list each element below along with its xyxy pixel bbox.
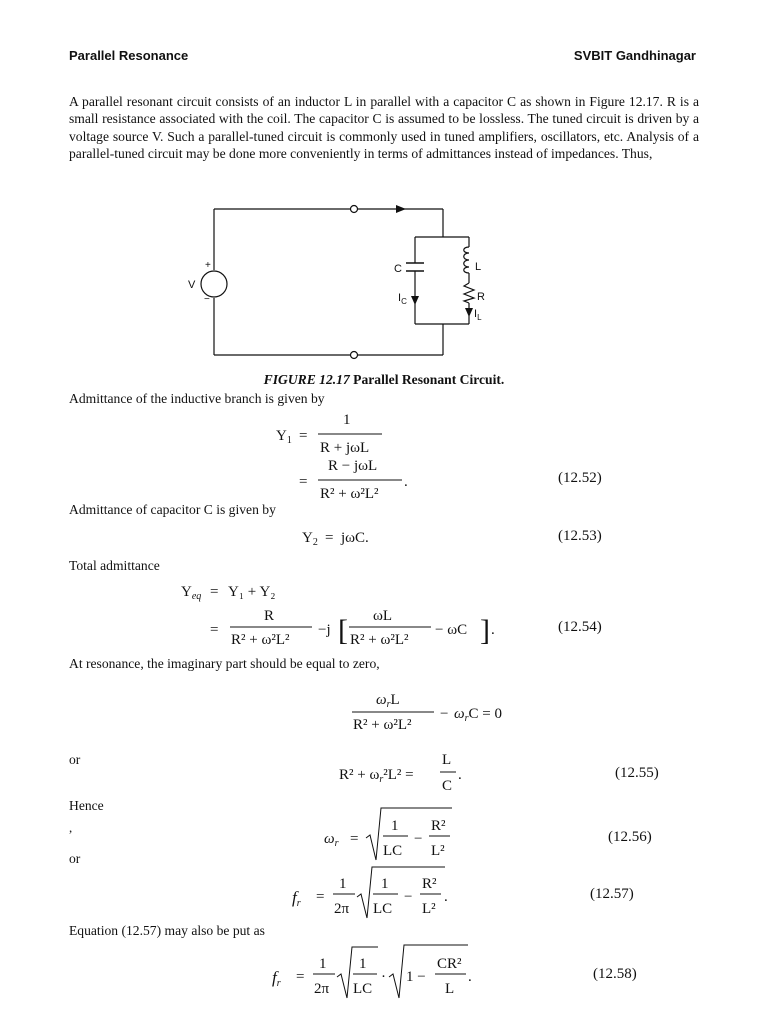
svg-text:[: [ <box>338 614 348 647</box>
equation-12-55 <box>339 752 462 794</box>
svg-text:R²: R² <box>422 876 437 892</box>
svg-text:−: − <box>404 889 413 905</box>
eq-number-12-53: (12.53) <box>558 528 602 544</box>
svg-text:L: L <box>445 981 455 997</box>
svg-text:R² + ω²L²: R² + ω²L² <box>320 486 379 502</box>
svg-text:.: . <box>491 622 495 638</box>
source-minus: − <box>204 294 210 305</box>
svg-text:=: = <box>325 530 334 546</box>
source-label: V <box>188 279 196 291</box>
header-left: Parallel Resonance <box>69 48 189 63</box>
equation-12-54 <box>181 584 495 648</box>
eq-number-12-57: (12.57) <box>590 886 634 902</box>
svg-text:=: = <box>296 969 305 985</box>
svg-text:]: ] <box>480 614 490 647</box>
svg-text:C: C <box>442 778 453 794</box>
header-right: SVBIT Gandhinagar <box>573 48 696 63</box>
text-resonance: At resonance, the imaginary part should be equal to zero, <box>69 656 380 671</box>
ic-label: $I_C$ <box>398 292 407 306</box>
svg-text:1: 1 <box>319 956 327 972</box>
svg-text:ωL: ωL <box>373 608 393 624</box>
text-or-2: or <box>69 851 81 866</box>
svg-text:ωrC = 0: $\omega_rC = 0$ <box>454 706 502 724</box>
eq-number-12-58: (12.58) <box>593 966 637 982</box>
svg-text:L: L <box>442 752 452 768</box>
svg-text:jωC.: jωC. <box>341 530 369 546</box>
equation-12-57 <box>292 867 448 918</box>
intro-paragraph: A parallel resonant circuit consists of an inductor L in parallel with a capacitor C as shown in Figure 12.17. R is a small resistance associated with the coil. The capacitor C is assumed to be lossless. The tuned circuit is driven by a voltage source V. Such a parallel-tuned circuit is commonly used in tuned amplifiers, oscillators, etc. Analysis of a parallel-tuned circuit may be done more conveniently in terms of admittances instead of impedances. Thus, <box>69 94 699 161</box>
svg-text:L²: L² <box>422 901 436 917</box>
text-equation-put: Equation (12.57) may also be put as <box>69 923 265 938</box>
stray-comma: , <box>69 820 73 835</box>
svg-text:Y1: $Y_1$ <box>276 428 292 446</box>
svg-text:.: . <box>404 474 408 490</box>
svg-text:ωrL: $\omega_rL$ <box>376 692 400 710</box>
svg-text:Yeq: $Y_{eq}$ <box>181 584 202 602</box>
equation-12-56 <box>324 808 452 860</box>
svg-text:−: − <box>440 706 449 722</box>
svg-text:fr: fr <box>292 888 301 909</box>
svg-text:−: − <box>414 831 423 847</box>
svg-text:.: . <box>468 969 472 985</box>
cap-label: C <box>394 263 402 275</box>
svg-text:LC: LC <box>373 901 393 917</box>
svg-text:1: 1 <box>343 412 351 428</box>
figure-title: Parallel Resonant Circuit. <box>353 372 505 387</box>
text-admittance-capacitor: Admittance of capacitor C is given by <box>69 502 276 517</box>
svg-text:1 −: 1 − <box>406 969 426 985</box>
svg-text:R²: R² <box>431 818 446 834</box>
svg-text:R − jωL: R − jωL <box>328 458 378 474</box>
il-label: $I_L$ <box>474 308 482 322</box>
equation-resonance <box>352 692 502 733</box>
text-hence: Hence <box>69 798 104 813</box>
svg-text:L²: L² <box>431 843 445 859</box>
svg-text:CR²: CR² <box>437 956 462 972</box>
svg-text:.: . <box>458 767 462 783</box>
svg-text:=: = <box>299 428 308 444</box>
svg-text:2π: 2π <box>314 981 330 997</box>
svg-text:.: . <box>444 889 448 905</box>
svg-text:− ωC: − ωC <box>435 622 468 638</box>
svg-text:R² + ω²L²: R² + ω²L² <box>231 632 290 648</box>
svg-text:1: 1 <box>359 956 367 972</box>
svg-text:=: = <box>350 831 359 847</box>
eq-number-12-54: (12.54) <box>558 619 602 635</box>
svg-text:LC: LC <box>383 843 403 859</box>
svg-text:Y2: $Y_2$ <box>302 530 318 548</box>
eq-number-12-52: (12.52) <box>558 470 602 486</box>
svg-text:=: = <box>316 889 325 905</box>
svg-text:1: 1 <box>339 876 347 892</box>
ind-label: L <box>475 261 482 273</box>
text-or-1: or <box>69 752 81 767</box>
eq-number-12-55: (12.55) <box>615 765 659 781</box>
svg-text:R: R <box>264 608 275 624</box>
svg-text:=: = <box>299 474 308 490</box>
svg-text:2π: 2π <box>334 901 350 917</box>
svg-text:1: 1 <box>381 876 389 892</box>
text-admittance-inductive: Admittance of the inductive branch is given by <box>69 391 325 406</box>
svg-text:R + jωL: R + jωL <box>320 440 370 456</box>
svg-text:·: · <box>381 969 386 985</box>
svg-text:1: 1 <box>391 818 399 834</box>
equation-12-53 <box>302 530 369 548</box>
equation-12-58 <box>272 945 472 998</box>
svg-text:R² + ω²L²: R² + ω²L² <box>350 632 409 648</box>
svg-text:fr: fr <box>272 968 281 989</box>
text-total-admittance: Total admittance <box>69 558 160 573</box>
svg-text:=: = <box>210 584 219 600</box>
figure-number: FIGURE 12.17 <box>263 372 350 387</box>
svg-text:=: = <box>210 622 219 638</box>
svg-text:R² + ωr²L² =: $R^2 + \omega_r^2L^2$ = <box>339 767 414 785</box>
source-plus: + <box>205 260 211 271</box>
eq-number-12-56: (12.56) <box>608 829 652 845</box>
equation-12-52 <box>276 412 408 502</box>
svg-text:−j: −j <box>318 622 331 638</box>
svg-text:Y₁ + Y₂: Y₁ + Y₂ <box>228 584 276 600</box>
svg-text:ωr: $\omega_r$ <box>324 831 339 849</box>
svg-text:LC: LC <box>353 981 373 997</box>
svg-text:R² + ω²L²: R² + ω²L² <box>353 717 412 733</box>
res-label: R <box>477 291 485 303</box>
